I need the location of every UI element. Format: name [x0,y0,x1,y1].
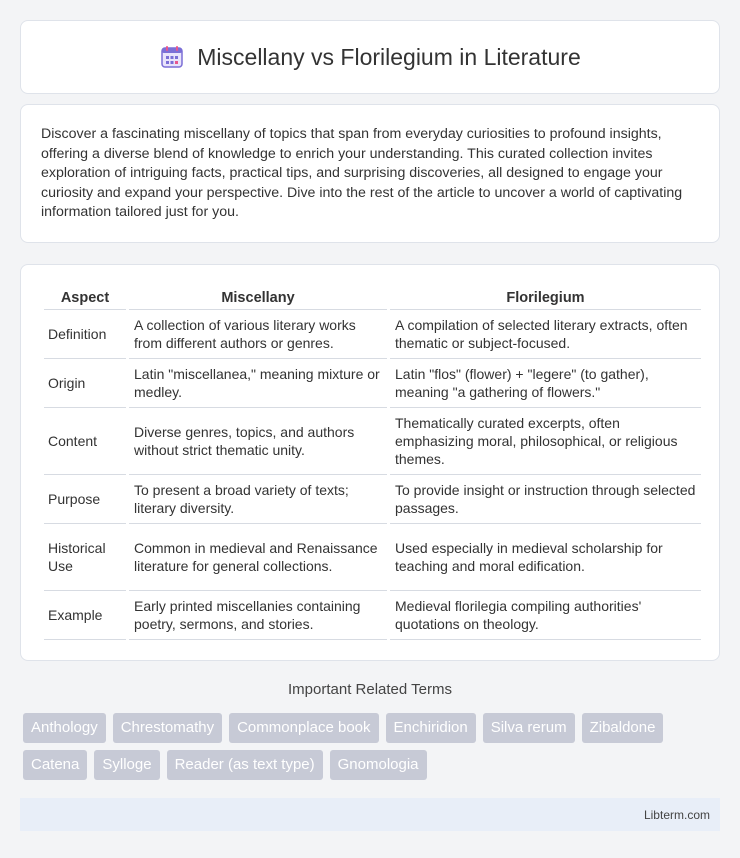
footer [20,798,720,831]
table-row [44,475,701,524]
florilegium-cell: Used especially in medieval scholarship for teaching and moral edification. [390,524,701,591]
tag-catena[interactable]: Catena [23,750,87,780]
table-row [44,359,701,408]
page-title: Miscellany vs Florilegium in Literature [197,43,581,70]
miscellany-cell: Latin "miscellanea," meaning mixture or medley. [129,359,387,408]
comparison-table [41,285,704,640]
florilegium-cell: Thematically curated excerpts, often emphasizing moral, philosophical, or religious themes. [390,408,701,475]
tag-sylloge[interactable]: Sylloge [94,750,159,780]
header-florilegium: Florilegium [390,285,701,310]
miscellany-cell: A collection of various literary works from different authors or genres. [129,310,387,359]
florilegium-cell: To provide insight or instruction through selected passages. [390,475,701,524]
table-header-row [44,285,701,310]
tag-commonplace-book[interactable]: Commonplace book [229,713,378,743]
tag-zibaldone[interactable]: Zibaldone [582,713,664,743]
table-row [44,524,701,591]
tag-anthology[interactable]: Anthology [23,713,106,743]
aspect-cell: Content [44,408,126,475]
header-aspect: Aspect [44,285,126,310]
intro-card [20,104,720,243]
tag-silva-rerum[interactable]: Silva rerum [483,713,575,743]
footer-brand[interactable]: Libterm.com [643,807,710,822]
florilegium-cell: A compilation of selected literary extracts, often thematic or subject-focused. [390,310,701,359]
table-row [44,591,701,640]
florilegium-cell: Medieval florilegia compiling authorities' quotations on theology. [390,591,701,640]
tag-gnomologia[interactable]: Gnomologia [330,750,427,780]
aspect-cell: Example [44,591,126,640]
header-card [20,20,720,94]
tag-reader[interactable]: Reader (as text type) [167,750,323,780]
header-miscellany: Miscellany [129,285,387,310]
related-terms-title: Important Related Terms [288,681,452,698]
related-terms-tags [20,713,720,780]
tag-chrestomathy[interactable]: Chrestomathy [113,713,222,743]
florilegium-cell: Latin "flos" (flower) + "legere" (to gather), meaning "a gathering of flowers." [390,359,701,408]
miscellany-cell: Early printed miscellanies containing poetry, sermons, and stories. [129,591,387,640]
intro-text: Discover a fascinating miscellany of topics that span from everyday curiosities to profound insights, offering a diverse blend of knowledge to enrich your understanding. This curated collection invites exploration of intriguing facts, practical tips, and surprising discoveries, all designed to engage your curiosity and expand your perspective. Dive into the rest of the article to uncover a world of captivating information tailored just for you. [41,126,683,220]
aspect-cell: Historical Use [44,524,126,591]
aspect-cell: Origin [44,359,126,408]
aspect-cell: Purpose [44,475,126,524]
aspect-cell: Definition [44,310,126,359]
miscellany-cell: To present a broad variety of texts; literary diversity. [129,475,387,524]
tag-enchiridion[interactable]: Enchiridion [386,713,476,743]
comparison-table-card [20,264,720,661]
table-row [44,310,701,359]
table-row [44,408,701,475]
miscellany-cell: Common in medieval and Renaissance literature for general collections. [129,524,387,591]
calendar-icon [159,44,185,70]
miscellany-cell: Diverse genres, topics, and authors without strict thematic unity. [129,408,387,475]
